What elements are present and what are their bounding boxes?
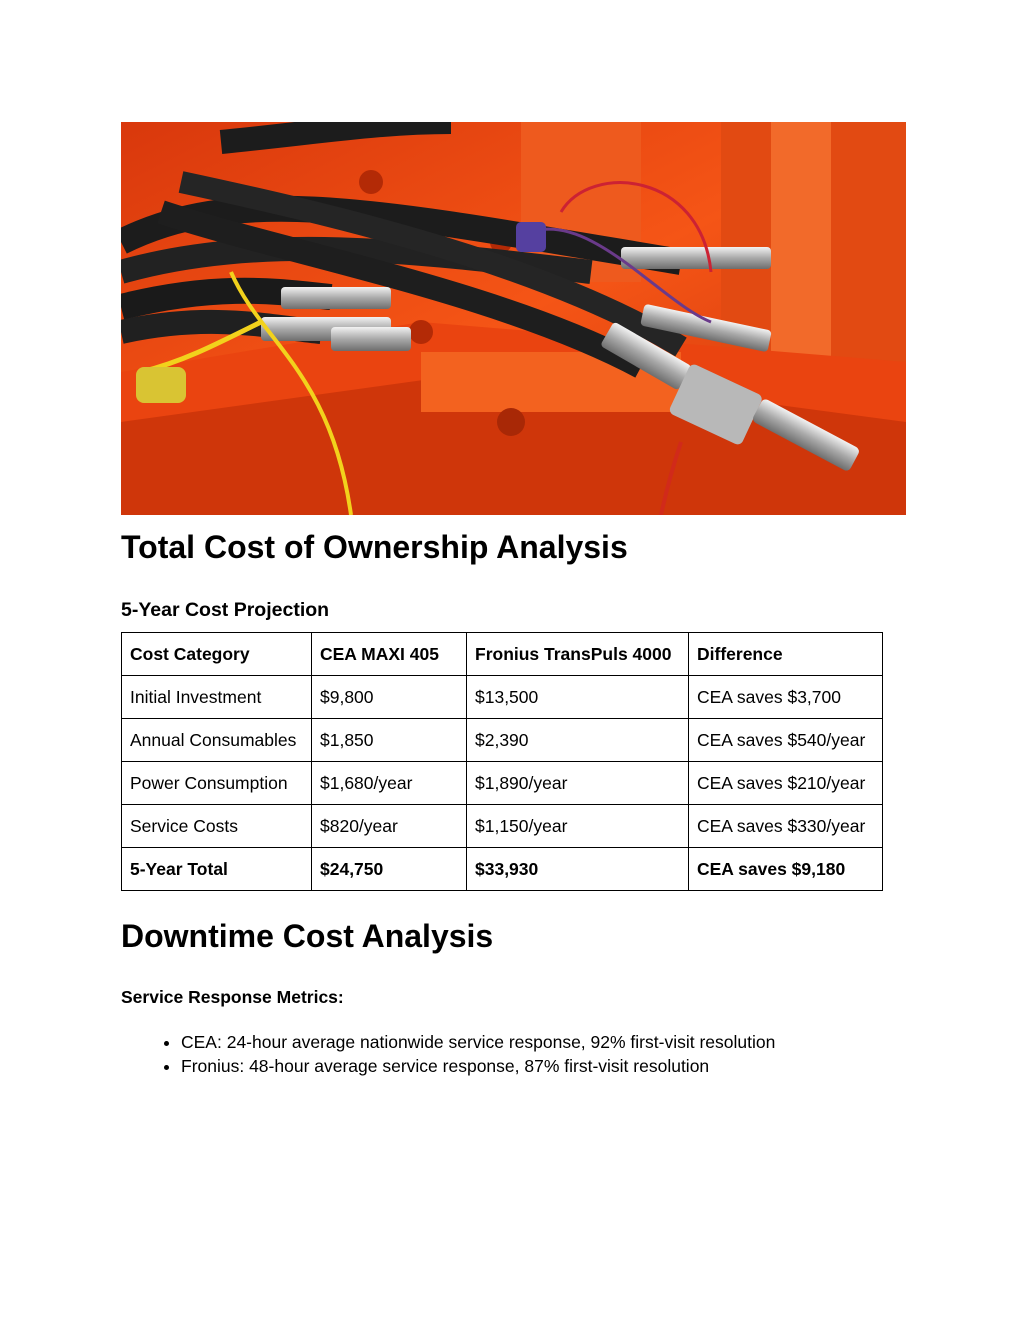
document-page — [121, 122, 906, 1078]
table-cell: Power Consumption — [122, 762, 312, 805]
table-header-cell: CEA MAXI 405 — [312, 633, 467, 676]
table-total-cell: $33,930 — [467, 848, 689, 891]
table-cell: Initial Investment — [122, 676, 312, 719]
table-row — [122, 676, 883, 719]
cost-projection-table — [121, 632, 883, 891]
list-item: • Fronius: 48-hour average service response, 87% first-visit resolution — [181, 1054, 906, 1078]
table-total-cell: 5-Year Total — [122, 848, 312, 891]
table-cell: CEA saves $210/year — [689, 762, 883, 805]
table-cell: CEA saves $330/year — [689, 805, 883, 848]
table-header-row — [122, 633, 883, 676]
table-cell: Service Costs — [122, 805, 312, 848]
projection-subtitle: 5-Year Cost Projection — [121, 598, 330, 621]
table-total-cell: CEA saves $9,180 — [689, 848, 883, 891]
table-cell: $13,500 — [467, 676, 689, 719]
table-cell: $1,850 — [312, 719, 467, 762]
page-title: Total Cost of Ownership Analysis — [121, 529, 628, 565]
table-row — [122, 762, 883, 805]
table-cell: $1,680/year — [312, 762, 467, 805]
table-total-row — [122, 848, 883, 891]
table-cell: CEA saves $3,700 — [689, 676, 883, 719]
table-cell: CEA saves $540/year — [689, 719, 883, 762]
table-cell: $2,390 — [467, 719, 689, 762]
table-header-cell: Difference — [689, 633, 883, 676]
table-row — [122, 719, 883, 762]
table-total-cell: $24,750 — [312, 848, 467, 891]
metrics-list — [121, 1030, 906, 1078]
table-row — [122, 805, 883, 848]
table-cell: Annual Consumables — [122, 719, 312, 762]
table-header-cell: Fronius TransPuls 4000 — [467, 633, 689, 676]
table-header-cell: Cost Category — [122, 633, 312, 676]
list-item: • CEA: 24-hour average nationwide service response, 92% first-visit resolution — [181, 1030, 906, 1054]
table-cell: $1,890/year — [467, 762, 689, 805]
hydraulic-hoses-photo — [121, 122, 906, 515]
table-cell: $1,150/year — [467, 805, 689, 848]
downtime-title: Downtime Cost Analysis — [121, 918, 494, 955]
table-cell: $9,800 — [312, 676, 467, 719]
metrics-label: Service Response Metrics: — [121, 986, 344, 1007]
table-cell: $820/year — [312, 805, 467, 848]
